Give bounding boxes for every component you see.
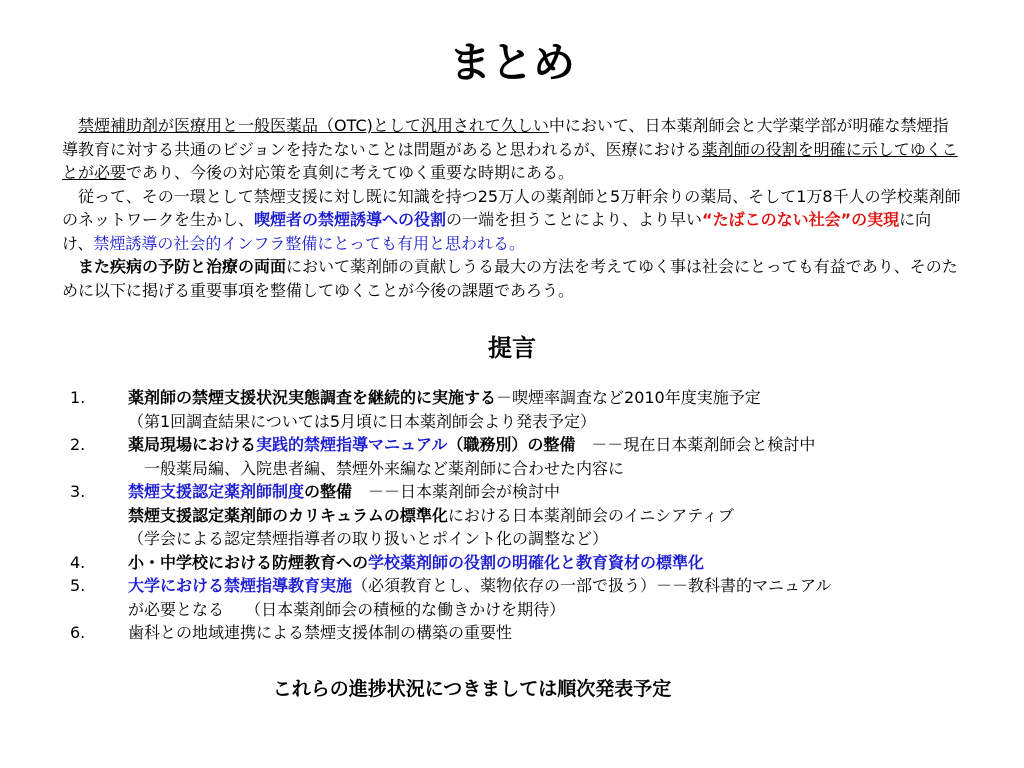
item-number: 2. (70, 435, 86, 454)
bold-text: 薬剤師の禁煙支援状況実態調査を継続的に実施する (128, 388, 497, 407)
body-text: における日本薬剤師会のイニシアティブ (447, 505, 734, 525)
body-text: （必須教育とし、薬物依存の一部で扱う）－－教科書的マニュアル (352, 576, 832, 595)
list-item-continuation (70, 504, 970, 528)
underlined-text: 薬剤師の役割を明確に示してゆくことが必要 (62, 139, 958, 182)
body-text: －喫煙率調査など2010年度実施予定 (496, 388, 761, 407)
list-item (70, 386, 970, 410)
summary-paragraph-1 (62, 114, 962, 185)
item-number: 1. (70, 388, 86, 407)
list-item (70, 433, 970, 457)
highlight-text: 禁煙支援認定薬剤師制度 (128, 482, 305, 501)
list-item (70, 551, 970, 575)
highlight-text: 喫煙者の禁煙誘導への役割 (254, 210, 447, 229)
body-text: の一端を担うことにより、より早い (446, 210, 703, 229)
highlight-text: 大学における禁煙指導教育実施 (128, 576, 353, 595)
list-item-continuation: （第1回調査結果については5月頃に日本薬剤師会より発表予定） (128, 411, 597, 431)
body-text: に向け、 (62, 210, 932, 253)
footer-note: これらの進捗状況につきましては順次発表予定 (272, 678, 672, 700)
summary-paragraph-2 (62, 185, 962, 256)
item-number: 5. (70, 576, 86, 595)
highlight-text: 禁煙誘導の社会的インフラ整備にとっても有用と思われる。 (93, 233, 526, 253)
bold-text: の整備 (304, 482, 353, 501)
highlight-text-red: “たばこのない社会”の実現 (702, 210, 900, 229)
bold-text: 薬局現場における (128, 435, 257, 454)
body-text: －－現在日本薬剤師会と検討中 (575, 435, 816, 454)
summary-paragraph-3 (62, 255, 962, 302)
body-text: において薬剤師の貢献しうる最大の方法を考えてゆく事は社会にとっても有益であり、そのために以下に掲げる重要事項を整備してゆくことが今後の課題であろう。 (62, 257, 958, 300)
list-item (70, 574, 970, 598)
summary-text (62, 114, 962, 302)
item-number: 4. (70, 552, 86, 572)
body-text: －－日本薬剤師会が検討中 (352, 482, 561, 501)
list-item (70, 621, 970, 645)
bold-text: 小・中学校における防煙教育への (128, 552, 369, 572)
bold-text: （職務別）の整備 (447, 435, 576, 454)
item-number: 6. (70, 623, 86, 642)
bold-text: また疾病の予防と治療の両面 (78, 257, 287, 276)
list-item-continuation: が必要となる （日本薬剤師会の積極的な働きかけを期待） (128, 599, 566, 619)
body-text: であり、今後の対応策を真剣に考えてゆく重要な時期にある。 (126, 163, 575, 182)
highlight-text: 学校薬剤師の役割の明確化と教育資材の標準化 (368, 552, 705, 572)
body-text: 歯科との地域連携による禁煙支援体制の構築の重要性 (128, 623, 513, 642)
item-number: 3. (70, 482, 86, 501)
underlined-text: 禁煙補助剤が医療用と一般医薬品（OTC)として汎用されて久しい (78, 116, 549, 135)
list-item (70, 480, 970, 504)
section-heading: 提言 (488, 334, 536, 362)
bold-text: 禁煙支援認定薬剤師のカリキュラムの標準化 (128, 505, 448, 525)
body-text: 中において、日本薬剤師会と大学薬学部が明確な禁煙指導教育に対する共通のビジョンを持たないことは問題があると思われるが、医療における (62, 116, 949, 159)
list-item-continuation: （学会による認定禁煙指導者の取り扱いとポイント化の調整など） (128, 529, 609, 548)
proposal-list (70, 386, 970, 645)
body-text: 従って、その一環として禁煙支援に対し既に知識を持つ25万人の薬剤師と5万軒余りの薬局、そして1万8千人の学校薬剤師のネットワークを生かし、 (62, 186, 961, 229)
list-item-continuation: 一般薬局編、入院患者編、禁煙外来編など薬剤師に合わせた内容に (128, 458, 625, 478)
slide-title: まとめ (448, 38, 575, 87)
highlight-text: 実践的禁煙指導マニュアル (256, 435, 448, 454)
